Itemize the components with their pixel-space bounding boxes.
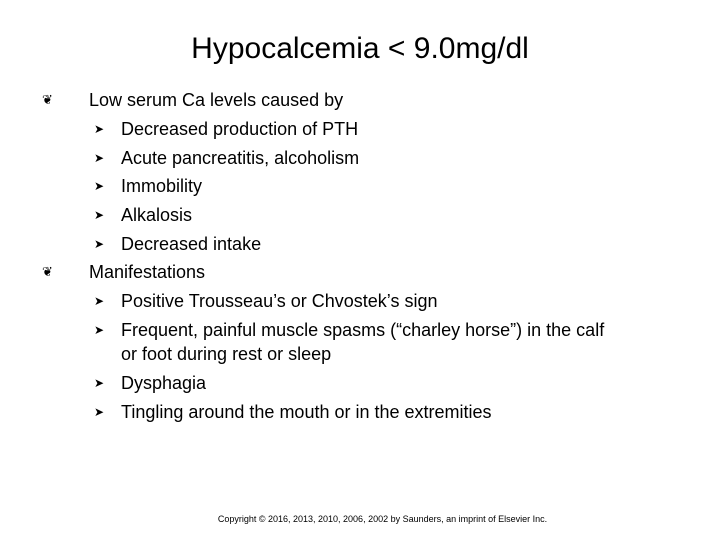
slide-title: Hypocalcemia < 9.0mg/dl <box>191 32 529 65</box>
arrowhead-bullet-icon: ➤ <box>94 122 105 136</box>
arrowhead-bullet-icon: ➤ <box>94 323 105 337</box>
fleuron-bullet-icon: ❦ <box>42 92 53 107</box>
arrowhead-bullet-icon: ➤ <box>94 151 105 165</box>
arrowhead-bullet-icon: ➤ <box>94 405 105 419</box>
fleuron-bullet-icon: ❦ <box>42 264 53 279</box>
list-item: Immobility <box>121 176 203 196</box>
list-item-continuation: or foot during rest or sleep <box>121 344 332 364</box>
arrowhead-bullet-icon: ➤ <box>94 237 105 251</box>
list-item: Positive Trousseau’s or Chvostek’s sign <box>121 291 438 311</box>
arrowhead-bullet-icon: ➤ <box>94 208 105 222</box>
copyright-footer: Copyright © 2016, 2013, 2010, 2006, 2002 by Saunders, an imprint of Elsevier Inc. <box>217 514 548 524</box>
arrowhead-bullet-icon: ➤ <box>94 294 105 308</box>
section-heading-manifestations: Manifestations <box>89 262 206 282</box>
list-item: Alkalosis <box>121 205 193 225</box>
arrowhead-bullet-icon: ➤ <box>94 179 105 193</box>
list-item: Tingling around the mouth or in the extremities <box>121 402 492 422</box>
list-item: Decreased intake <box>121 234 262 254</box>
section-heading-causes: Low serum Ca levels caused by <box>89 90 344 110</box>
list-item: Dysphagia <box>121 373 207 393</box>
list-item: Acute pancreatitis, alcoholism <box>121 148 360 168</box>
list-item: Frequent, painful muscle spasms (“charley horse”) in the calf <box>121 320 605 340</box>
arrowhead-bullet-icon: ➤ <box>94 376 105 390</box>
list-item: Decreased production of PTH <box>121 119 359 139</box>
